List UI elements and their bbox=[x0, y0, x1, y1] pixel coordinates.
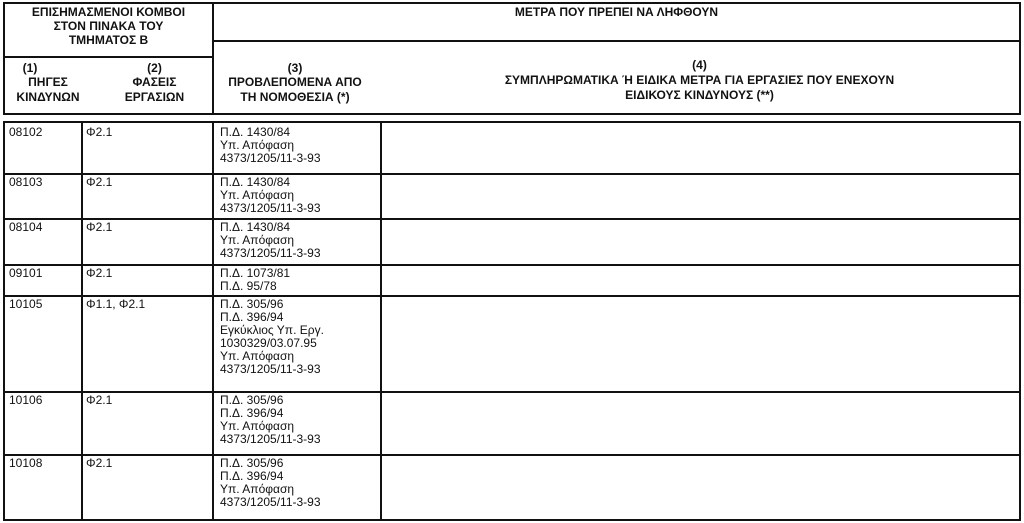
legislation-line: Π.Δ. 305/96 bbox=[220, 456, 284, 470]
legislation-line: Π.Δ. 1430/84 bbox=[220, 175, 291, 189]
legislation-line: Π.Δ. 305/96 bbox=[220, 297, 284, 311]
row-divider bbox=[5, 264, 1019, 266]
phase-value: Φ2.1 bbox=[86, 456, 113, 470]
header-rule bbox=[212, 40, 1019, 42]
col1-number: (1) bbox=[22, 61, 38, 75]
table-row bbox=[9, 298, 42, 311]
legislation-line: Υπ. Απόφαση bbox=[220, 482, 295, 496]
legislation-line: 4373/1205/11-3-93 bbox=[220, 362, 321, 376]
legislation-line: Π.Δ. 396/94 bbox=[220, 406, 284, 420]
hazard-code: 10106 bbox=[9, 393, 43, 407]
legislation-line: Π.Δ. 1430/84 bbox=[220, 220, 291, 234]
phase-value: Φ2.1 bbox=[86, 266, 113, 280]
legislation-cell bbox=[220, 176, 321, 215]
table-row bbox=[9, 176, 42, 189]
legislation-line: 4373/1205/11-3-93 bbox=[220, 495, 321, 509]
row-divider bbox=[5, 173, 1019, 175]
col3-header: ΠΡΟΒΛΕΠΟΜΕΝΑ ΑΠΟ bbox=[228, 75, 362, 89]
measures-title: ΜΕΤΡΑ ΠΟΥ ΠΡΕΠΕΙ ΝΑ ΛΗΦΘΟΥΝ bbox=[514, 5, 719, 19]
legislation-line: Π.Δ. 305/96 bbox=[220, 393, 284, 407]
phase-value: Φ2.1 bbox=[86, 175, 113, 189]
legislation-line: Π.Δ. 1073/81 bbox=[220, 266, 291, 280]
legislation-line: 4373/1205/11-3-93 bbox=[220, 246, 321, 260]
legislation-line: 4373/1205/11-3-93 bbox=[220, 432, 321, 446]
table-row bbox=[9, 126, 42, 139]
hazard-code: 08103 bbox=[9, 175, 43, 189]
row-divider bbox=[5, 218, 1019, 220]
col3-header: ΤΗ ΝΟΜΟΘΕΣΙΑ (*) bbox=[240, 90, 350, 104]
phase-cell bbox=[86, 176, 112, 189]
hazard-code: 08104 bbox=[9, 220, 43, 234]
hazard-code: 10105 bbox=[9, 297, 43, 311]
column-divider bbox=[212, 123, 214, 519]
legislation-line: Π.Δ. 396/94 bbox=[220, 310, 284, 324]
phase-value: Φ1.1, Φ2.1 bbox=[86, 297, 146, 311]
legislation-cell bbox=[220, 126, 321, 165]
table-row bbox=[9, 221, 42, 234]
legislation-line: Υπ. Απόφαση bbox=[220, 349, 295, 363]
col4-header: ΣΥΜΠΛΗΡΩΜΑΤΙΚΑ Ή ΕΙΔΙΚΑ ΜΕΤΡΑ ΓΙΑ ΕΡΓΑΣΙΕΣ ΠΟΥ ΕΝΕΧΟΥΝ bbox=[504, 73, 895, 87]
phase-cell bbox=[86, 267, 112, 280]
legislation-line: Υπ. Απόφαση bbox=[220, 233, 295, 247]
legislation-cell bbox=[220, 457, 321, 509]
phase-cell bbox=[86, 298, 145, 311]
column-divider bbox=[380, 123, 382, 519]
legislation-line: Εγκύκλιος Υπ. Εργ. bbox=[220, 323, 324, 337]
col1-header: ΚΙΝΔΥΝΩΝ bbox=[16, 90, 80, 104]
group-title-line: ΤΜΗΜΑΤΟΣ Β bbox=[68, 33, 149, 47]
table-row bbox=[9, 394, 42, 407]
legislation-line: 4373/1205/11-3-93 bbox=[220, 151, 321, 165]
col1-header: ΠΗΓΕΣ bbox=[28, 75, 68, 89]
group-title-line: ΕΠΙΣΗΜΑΣΜΕΝΟΙ ΚΟΜΒΟΙ bbox=[31, 5, 186, 19]
phase-value: Φ2.1 bbox=[86, 220, 113, 234]
phase-cell bbox=[86, 457, 112, 470]
legislation-line: Π.Δ. 95/78 bbox=[220, 279, 277, 293]
legislation-cell bbox=[220, 221, 321, 260]
legislation-line: Π.Δ. 396/94 bbox=[220, 469, 284, 483]
phase-value: Φ2.1 bbox=[86, 125, 113, 139]
col2-header: ΦΑΣΕΙΣ bbox=[132, 75, 177, 89]
phase-cell bbox=[86, 221, 112, 234]
header-rule bbox=[5, 56, 212, 58]
col3-number: (3) bbox=[287, 61, 303, 75]
phase-value: Φ2.1 bbox=[86, 393, 113, 407]
legislation-line: Υπ. Απόφαση bbox=[220, 138, 295, 152]
hazard-code: 08102 bbox=[9, 125, 43, 139]
legislation-line: 4373/1205/11-3-93 bbox=[220, 201, 321, 215]
legislation-line: 1030329/03.07.95 bbox=[220, 336, 317, 350]
col2-number: (2) bbox=[147, 61, 162, 75]
legislation-cell bbox=[220, 298, 324, 376]
table-row bbox=[9, 267, 42, 280]
col2-header: ΕΡΓΑΣΙΩΝ bbox=[124, 90, 185, 104]
col4-header: ΕΙΔΙΚΟΥΣ ΚΙΝΔΥΝΟΥΣ (**) bbox=[625, 88, 774, 102]
phase-cell bbox=[86, 394, 112, 407]
row-divider bbox=[5, 295, 1019, 297]
table-body bbox=[3, 121, 1021, 521]
legislation-line: Π.Δ. 1430/84 bbox=[220, 125, 291, 139]
legislation-line: Υπ. Απόφαση bbox=[220, 419, 295, 433]
hazard-code: 10108 bbox=[9, 456, 43, 470]
table-row bbox=[9, 457, 42, 470]
phase-cell bbox=[86, 126, 112, 139]
legislation-cell bbox=[220, 267, 290, 293]
col4-number: (4) bbox=[692, 58, 707, 72]
legislation-line: Υπ. Απόφαση bbox=[220, 188, 295, 202]
row-divider bbox=[5, 391, 1019, 393]
legislation-cell bbox=[220, 394, 321, 446]
hazard-code: 09101 bbox=[9, 266, 43, 280]
group-title-line: ΣΤΟΝ ΠΙΝΑΚΑ ΤΟΥ bbox=[53, 19, 164, 33]
column-divider bbox=[81, 123, 83, 519]
row-divider bbox=[5, 454, 1019, 456]
